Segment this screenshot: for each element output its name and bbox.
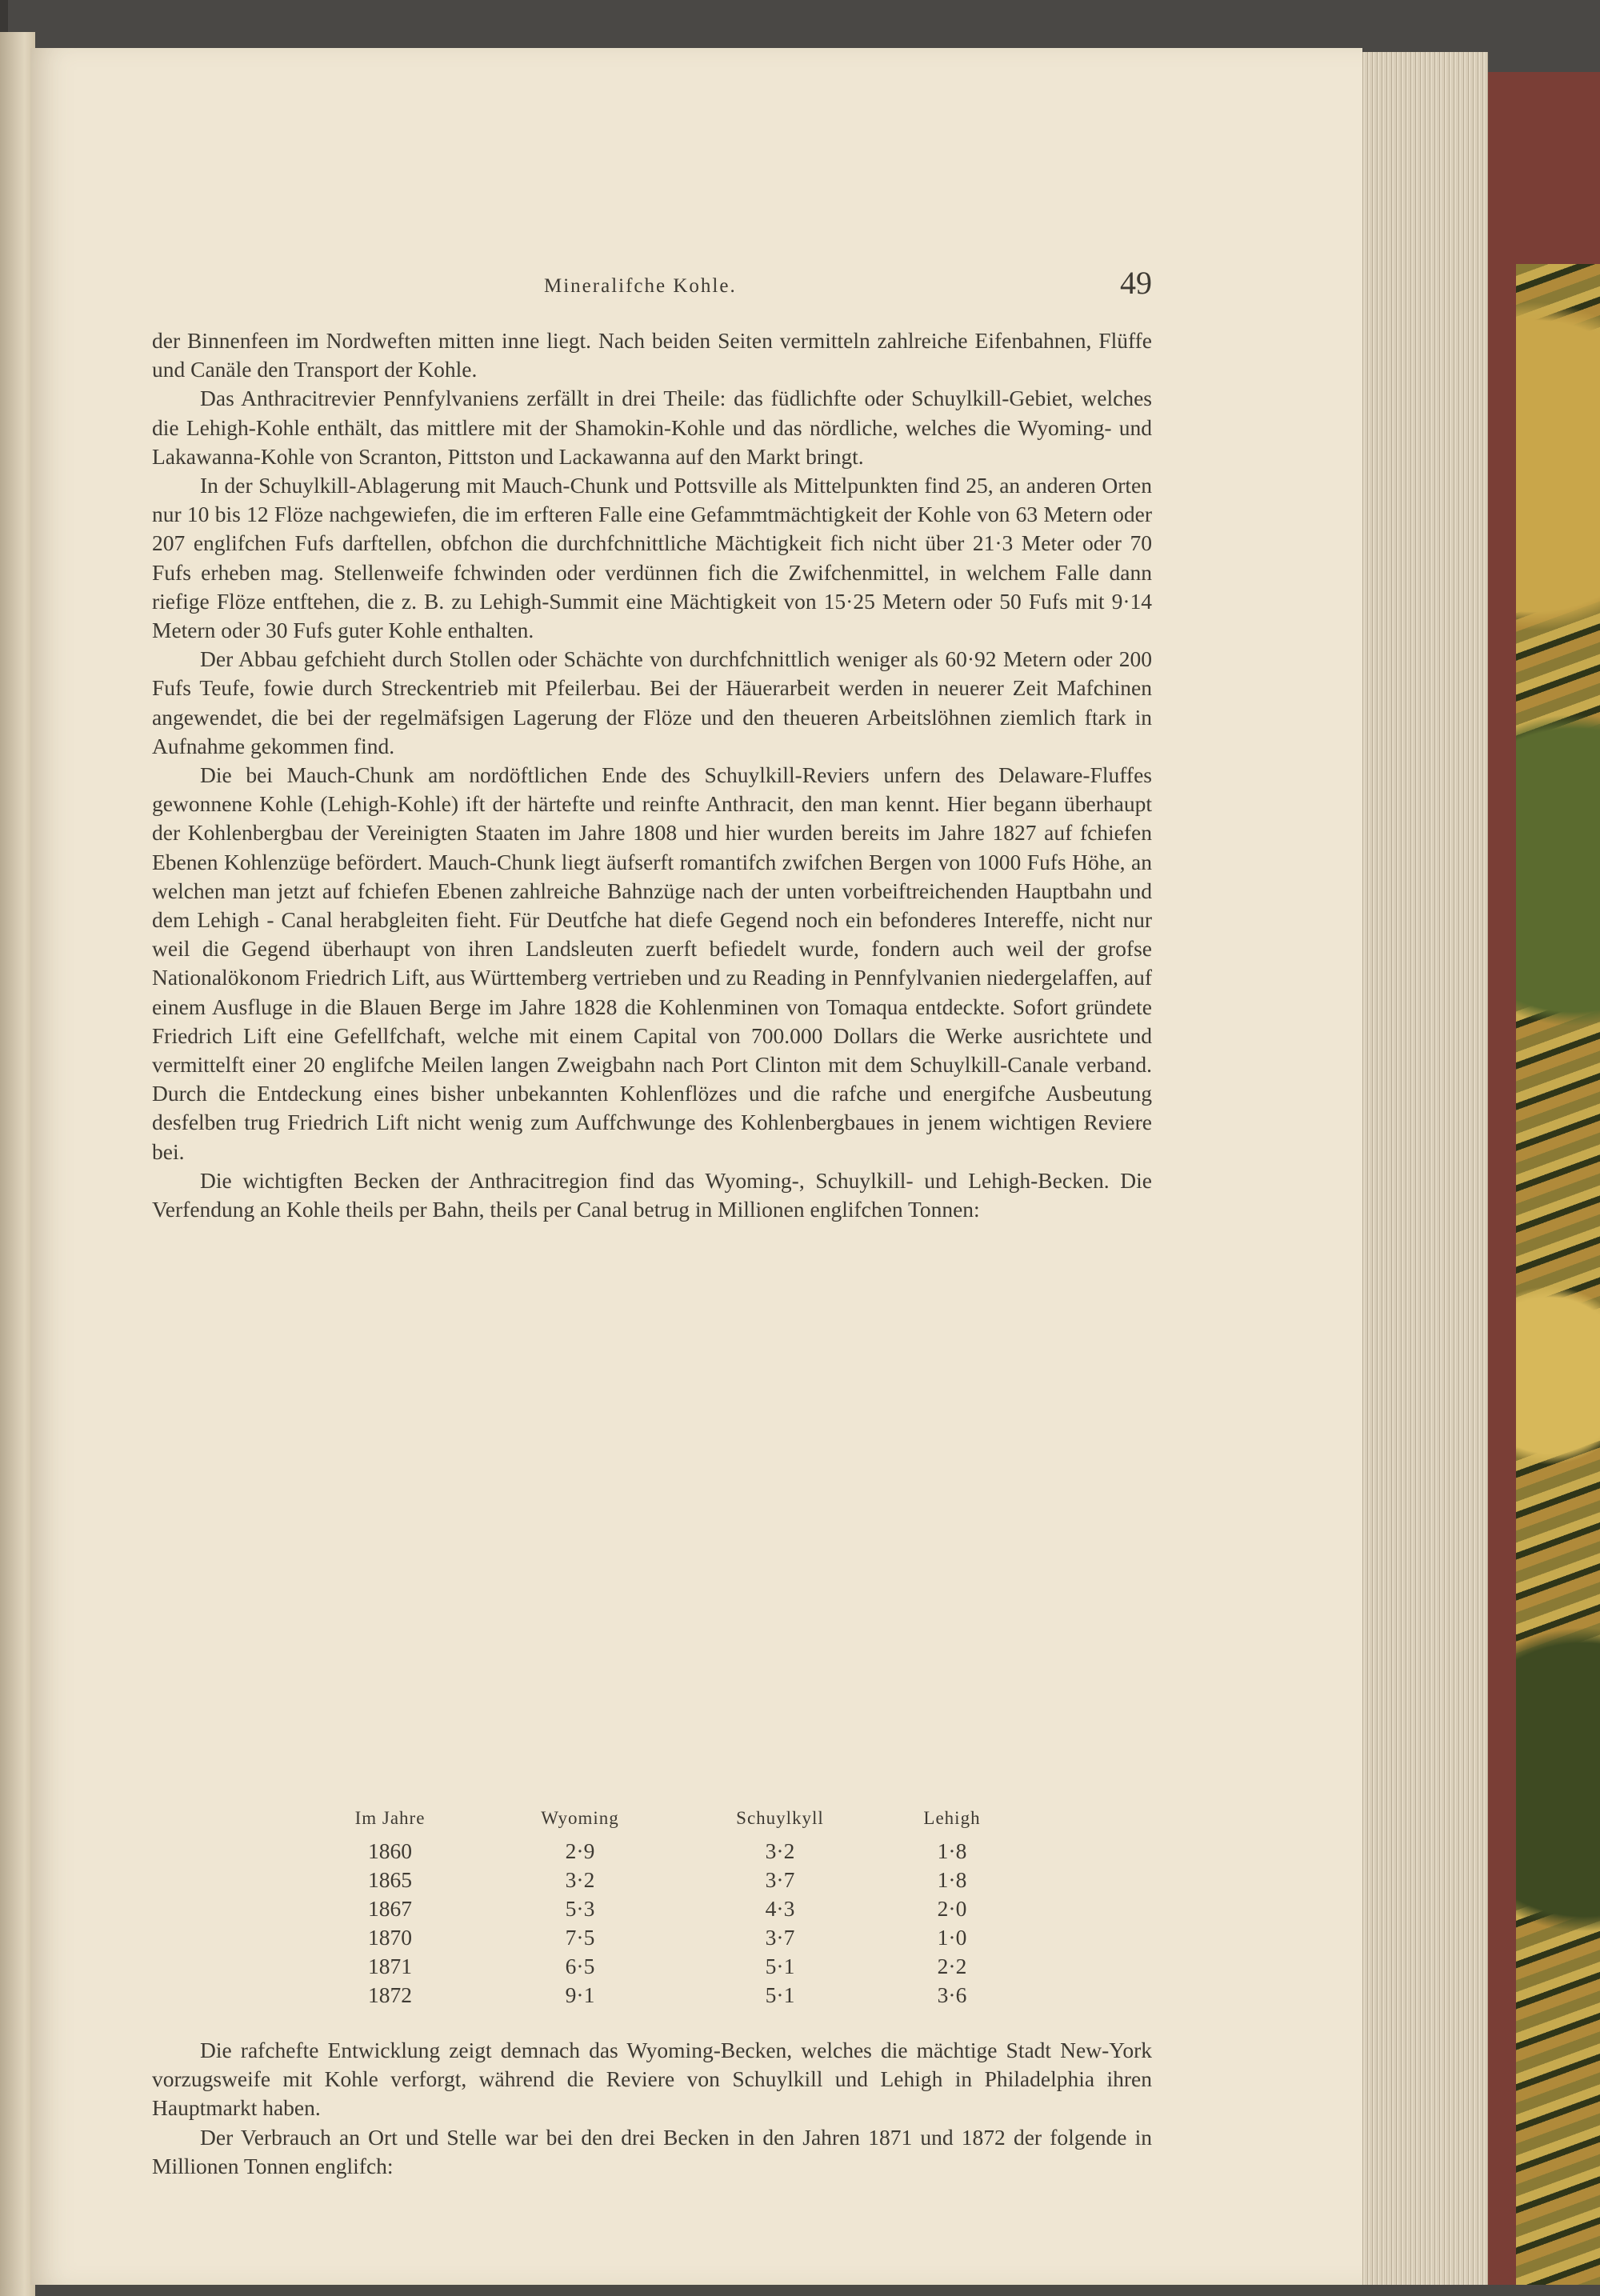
cell-year: 1865 xyxy=(368,1867,412,1892)
page-stack-edge xyxy=(1360,52,1488,2285)
cell-wyoming: 2·9 xyxy=(565,1838,595,1863)
paragraph: Die bei Mauch-Chunk am nordöftlichen Ende des Schuylkill-Reviers unfern des Delaware-Fluffes gewonnene Kohle (Lehigh-Kohle) ift der härtefte und reinfte Anthracit, den man kennt. Hier begann überhaupt der Kohlenbergbau der Vereinigten Staaten im Jahre 1808 und hier wurden bereits im Jahre 1827 auf fchiefen Ebenen Kohlenzüge befördert. Mauch-Chunk liegt äufserft romantifch zwifchen Bergen von 1000 Fufs Höhe, an welchen man jetzt auf fchiefen Ebenen zahlreiche Bahnzüge nach der unten vorbeiftreichenden Hauptbahn und dem Lehigh - Canal herabgleiten fieht. Für Deutfche hat diefe Gegend noch ein befonderes Intereffe, nicht nur weil die Gegend überhaupt von ihren Landsleuten zuerft befiedelt wurde, fondern auch weil der grofse Nationalökonom Friedrich Lift, aus Württemberg vertrieben und zu Reading in Pennfylvanien niedergelaffen, auf einem Ausfluge in die Blauen Berge im Jahre 1828 die Kohlenminen von Tomaqua entdeckte. Sofort gründete Friedrich Lift eine Gefellfchaft, welche mit einem Capital von 700.000 Dollars die Werke ausrichtete und vermittelft einer 20 englifche Meilen langen Zweigbahn nach Port Clinton mit dem Schuylkill-Canale verband. Durch die Entdeckung eines bisher unbekannten Kohlenflözes und die rafche und energifche Ausbeutung desfelben trug Friedrich Lift nicht wenig zum Auffchwunge des Kohlenbergbaues in jenem wichtigen Reviere bei. xyxy=(152,762,1152,1164)
cell-lehigh: 3·6 xyxy=(937,1982,967,2007)
cell-wyoming: 9·1 xyxy=(565,1982,595,2007)
cell-lehigh: 1·0 xyxy=(937,1925,967,1950)
paragraph: In der Schuylkill-Ablagerung mit Mauch-Chunk und Pottsville als Mittelpunkten find 25, an anderen Orten nur 10 bis 12 Flöze nachgewiefen, die im erfteren Falle eine Gefammtmächtigkeit der Kohle von 63 Metern oder 207 englifchen Fufs darftellen, obfchon die durchfchnittliche Mächtigkeit fich nicht über 21·3 Meter oder 70 Fufs erheben mag. Stellenweife fchwinden oder verdünnen fich die Zwifchenmittel, in welchem Falle dann riefige Flöze entftehen, die z. B. zu Lehigh-Summit eine Mächtigkeit von 15·25 Metern oder 50 Fufs mit 9·14 Metern oder 30 Fufs guter Kohle enthalten. xyxy=(152,473,1152,643)
paragraph: Der Verbrauch an Ort und Stelle war bei den drei Becken in den Jahren 1871 und 1872 der folgende in Millionen Tonnen englifch: xyxy=(152,2124,1152,2178)
cell-schuylkyll: 3·2 xyxy=(765,1838,795,1863)
cell-year: 1871 xyxy=(368,1954,412,1978)
cell-wyoming: 6·5 xyxy=(565,1954,595,1978)
header-schuylkyll: Schuylkyll xyxy=(736,1808,824,1828)
marbled-page-edge xyxy=(1516,264,1600,2285)
cell-year: 1870 xyxy=(368,1925,412,1950)
cell-schuylkyll: 3·7 xyxy=(765,1867,795,1892)
table-row xyxy=(320,1866,1044,1894)
cell-year: 1872 xyxy=(368,1982,412,2007)
cell-year: 1860 xyxy=(368,1838,412,1863)
cell-lehigh: 2·2 xyxy=(937,1954,967,1978)
running-title: Mineralifche Kohle. xyxy=(544,275,737,297)
cell-lehigh: 1·8 xyxy=(937,1867,967,1892)
table-header-row xyxy=(320,1808,1044,1837)
table-row xyxy=(320,1952,1044,1981)
paragraph: der Binnenfeen im Nordweften mitten inne liegt. Nach beiden Seiten vermitteln zahlreiche Eifenbahnen, Flüffe und Canäle den Transport der Kohle. xyxy=(152,328,1152,382)
header-year: Im Jahre xyxy=(354,1808,426,1828)
coal-shipment-table xyxy=(320,1808,1044,2010)
body-text xyxy=(152,326,1152,1224)
cell-wyoming: 3·2 xyxy=(565,1867,595,1892)
cell-schuylkyll: 3·7 xyxy=(765,1925,795,1950)
paragraph: Der Abbau gefchieht durch Stollen oder Schächte von durchfchnittlich weniger als 60·92 Metern oder 200 Fufs Teufe, fowie durch Streckentrieb mit Pfeilerbau. Bei der Häuerarbeit werden in neuerer Zeit Mafchinen angewendet, die bei der regelmäfsigen Lagerung der Flöze und den theueren Arbeitslöhnen ziemlich ftark in Aufnahme gekommen find. xyxy=(152,646,1152,758)
cell-wyoming: 5·3 xyxy=(565,1896,595,1921)
table-row xyxy=(320,1923,1044,1952)
running-head xyxy=(152,264,1152,309)
cell-wyoming: 7·5 xyxy=(565,1925,595,1950)
table-row xyxy=(320,1894,1044,1923)
page-number: 49 xyxy=(1120,265,1152,301)
header-lehigh: Lehigh xyxy=(923,1808,981,1828)
closing-text xyxy=(152,2036,1152,2181)
cell-lehigh: 2·0 xyxy=(937,1896,967,1921)
cell-schuylkyll: 4·3 xyxy=(765,1896,795,1921)
paragraph: Die wichtigften Becken der Anthracitregion find das Wyoming-, Schuylkill- und Lehigh-Becken. Die Verfendung an Kohle theils per Bahn, theils per Canal betrug in Millionen englifchen Tonnen: xyxy=(152,1167,1152,1222)
table-row xyxy=(320,1837,1044,1866)
table-row xyxy=(320,1981,1044,2010)
paragraph: Das Anthracitrevier Pennfylvaniens zerfällt in drei Theile: das füdlichfte oder Schuylkill-Gebiet, welches die Lehigh-Kohle enthält, das mittlere mit der Shamokin-Kohle und das nördliche, welches die Wyoming- und Lakawanna-Kohle von Scranton, Pittston und Lackawanna auf den Markt bringt. xyxy=(152,386,1152,469)
header-wyoming: Wyoming xyxy=(541,1808,619,1828)
cell-lehigh: 1·8 xyxy=(937,1838,967,1863)
cell-schuylkyll: 5·1 xyxy=(765,1954,795,1978)
paragraph: Die rafchefte Entwicklung zeigt demnach das Wyoming-Becken, welches die mächtige Stadt New-York vorzugsweife mit Kohle verforgt, während die Reviere von Schuylkill und Lehigh in Philadelphia ihren Hauptmarkt haben. xyxy=(152,2038,1152,2121)
cell-year: 1867 xyxy=(368,1896,412,1921)
cell-schuylkyll: 5·1 xyxy=(765,1982,795,2007)
